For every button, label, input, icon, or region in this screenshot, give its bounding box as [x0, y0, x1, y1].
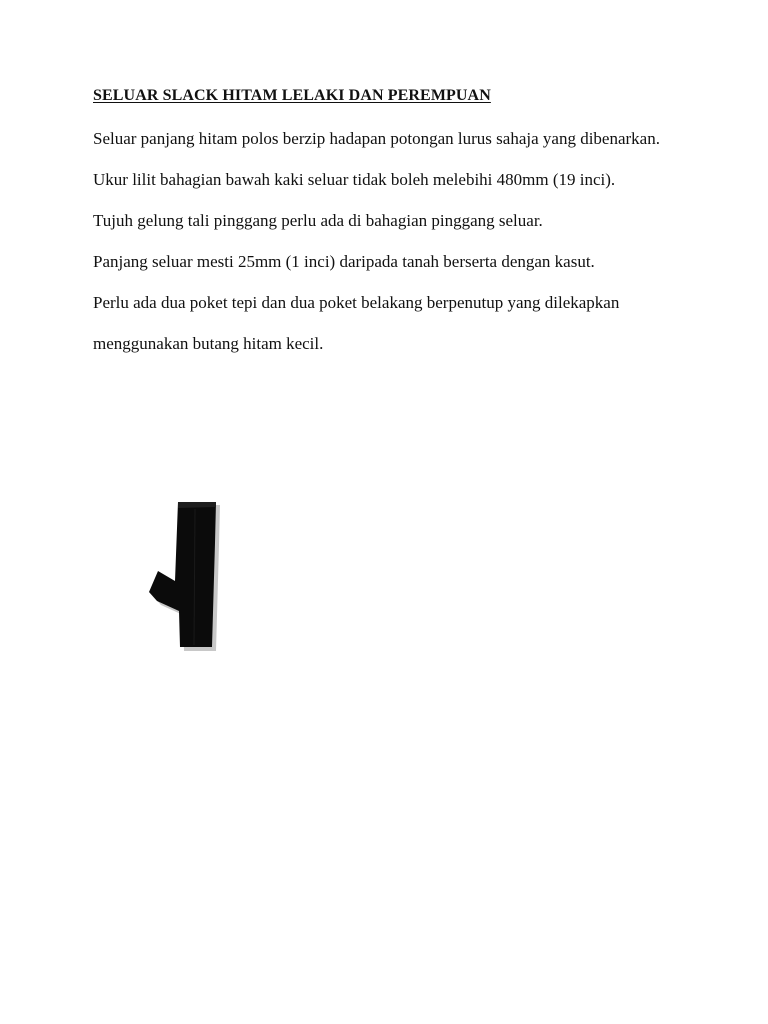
waistband: [178, 502, 216, 508]
trousers-silhouette: [149, 502, 216, 647]
paragraph-length: Panjang seluar mesti 25mm (1 inci) daripada tanah berserta dengan kasut.: [93, 251, 595, 271]
paragraph-belt-loops: Tujuh gelung tali pinggang perlu ada di bahagian pinggang seluar.: [93, 210, 543, 230]
page-title: SELUAR SLACK HITAM LELAKI DAN PEREMPUAN: [93, 87, 491, 104]
paragraph-hem-size: Ukur lilit bahagian bawah kaki seluar tidak boleh melebihi 480mm (19 inci).: [93, 169, 616, 189]
trousers-icon: [140, 495, 230, 657]
paragraph-pockets: Perlu ada dua poket tepi dan dua poket belakang berpenutup yang dilekapkan menggunakan butang hitam kecil.: [93, 292, 620, 353]
body-text: [93, 119, 693, 364]
trousers-image: [140, 495, 230, 657]
paragraph-trouser-style: Seluar panjang hitam polos berzip hadapan potongan lurus sahaja yang dibenarkan.: [93, 129, 660, 148]
